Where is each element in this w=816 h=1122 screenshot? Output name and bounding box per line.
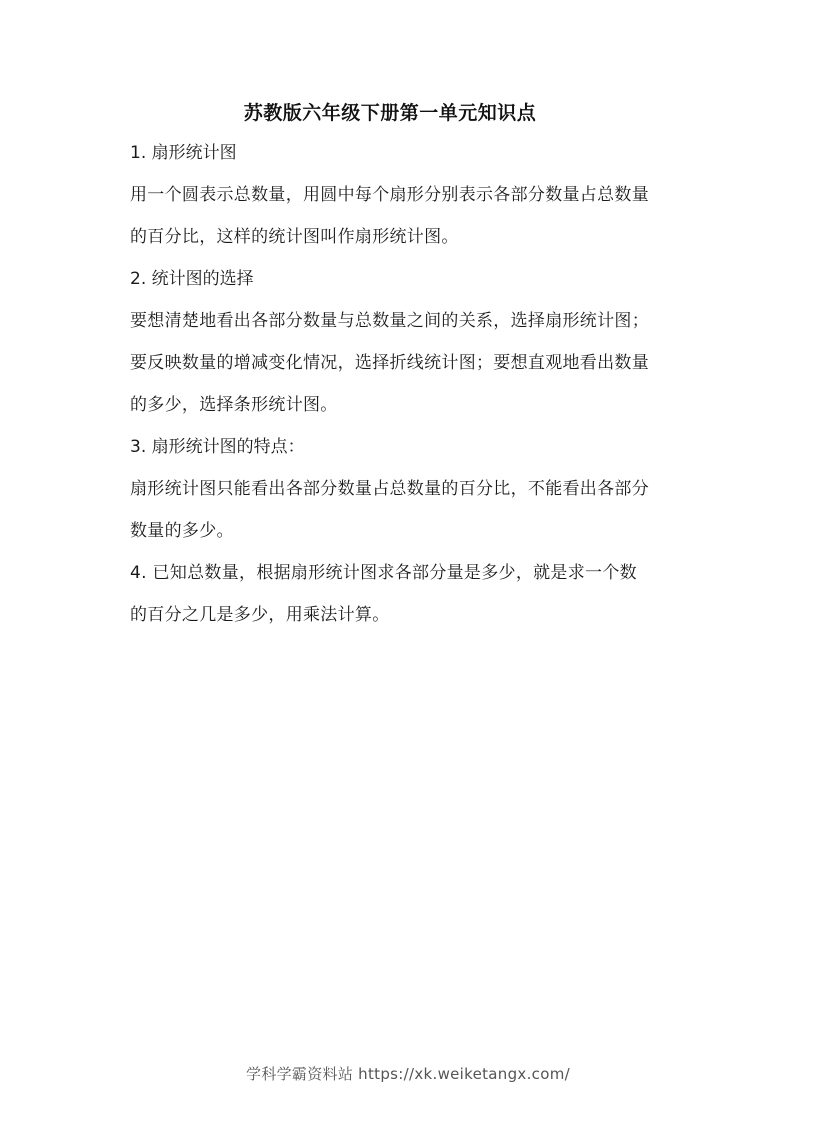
section-2-heading: 2. 统计图的选择 [130,269,254,289]
section-1-line-2: 的百分比，这样的统计图叫作扇形统计图。 [130,227,459,247]
section-1-line-1: 用一个圆表示总数量，用圆中每个扇形分别表示各部分数量占总数量 [130,185,649,205]
section-3-heading: 3. 扇形统计图的特点： [130,437,305,457]
section-3-line-2: 数量的多少。 [130,521,234,541]
section-4-line-1: 4. 已知总数量，根据扇形统计图求各部分量是多少，就是求一个数 [130,563,637,583]
section-1-heading: 1. 扇形统计图 [130,143,237,163]
section-4-line-2: 的百分之几是多少，用乘法计算。 [130,605,390,625]
footer-source-link[interactable]: 学科学霸资料站 https://xk.weiketangx.com/ [246,1065,570,1083]
document-title: 苏教版六年级下册第一单元知识点 [243,102,537,124]
document-body [130,140,700,644]
section-3-line-1: 扇形统计图只能看出各部分数量占总数量的百分比，不能看出各部分 [130,479,649,499]
section-2-line-1: 要想清楚地看出各部分数量与总数量之间的关系，选择扇形统计图； [130,311,649,331]
section-2-line-2: 要反映数量的增减变化情况，选择折线统计图；要想直观地看出数量 [130,353,649,373]
section-2-line-3: 的多少，选择条形统计图。 [130,395,338,415]
